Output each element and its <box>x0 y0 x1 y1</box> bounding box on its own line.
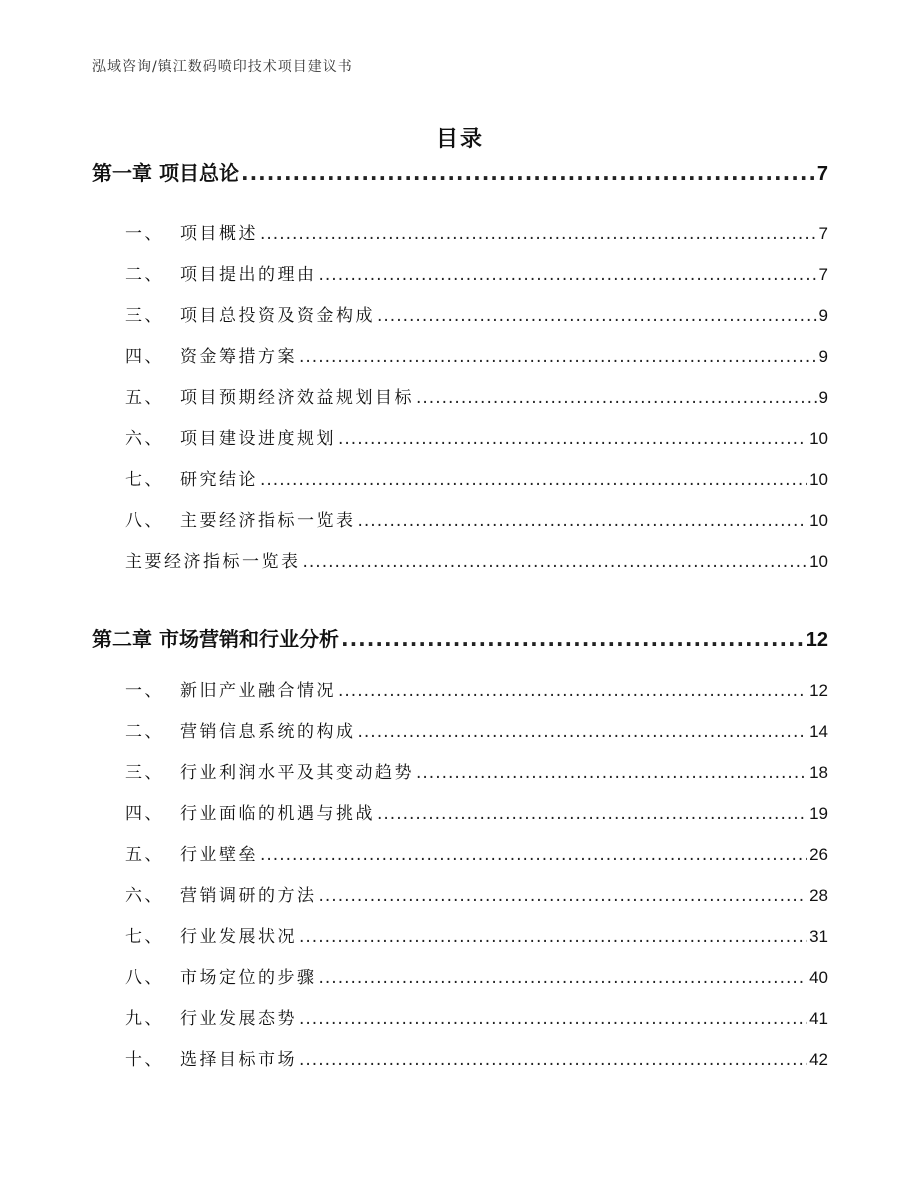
toc-section-entry[interactable] <box>125 799 828 824</box>
section-number: 十、 <box>125 1050 164 1070</box>
toc-section-entry[interactable] <box>125 758 828 783</box>
page-number: 9 <box>818 347 828 366</box>
dot-leader <box>358 722 808 742</box>
page-number: 41 <box>809 1009 828 1028</box>
section-title: 行业面临的机遇与挑战 <box>180 804 375 824</box>
section-title: 研究结论 <box>180 470 258 490</box>
section-title: 市场定位的步骤 <box>180 968 317 988</box>
dot-leader <box>303 552 808 572</box>
dot-leader <box>377 306 817 326</box>
section-number: 八、 <box>125 511 164 531</box>
section-title: 行业发展状况 <box>180 927 297 947</box>
section-title: 项目总投资及资金构成 <box>180 306 375 326</box>
section-title: 选择目标市场 <box>180 1050 297 1070</box>
dot-leader <box>299 347 817 367</box>
section-number: 二、 <box>125 722 164 742</box>
chapter-title: 第二章 市场营销和行业分析 <box>92 627 339 651</box>
page-number: 19 <box>809 804 828 823</box>
page-number: 9 <box>818 306 828 325</box>
dot-leader <box>338 429 807 449</box>
dot-leader <box>377 804 807 824</box>
section-title: 行业利润水平及其变动趋势 <box>180 763 414 783</box>
toc-section-entry[interactable] <box>125 301 828 326</box>
section-title: 行业发展态势 <box>180 1009 297 1029</box>
dot-leader <box>260 224 817 244</box>
section-title: 行业壁垒 <box>180 845 258 865</box>
page-number: 7 <box>818 265 828 284</box>
section-number: 七、 <box>125 927 164 947</box>
page-number: 10 <box>809 470 828 489</box>
section-title: 资金筹措方案 <box>180 347 297 367</box>
page-number: 40 <box>809 968 828 987</box>
toc-section-entry[interactable] <box>125 1004 828 1029</box>
page-number: 12 <box>805 629 828 651</box>
section-number: 二、 <box>125 265 164 285</box>
running-header: 泓域咨询/镇江数码喷印技术项目建议书 <box>92 59 353 75</box>
page-number: 18 <box>809 763 828 782</box>
section-number: 四、 <box>125 804 164 824</box>
section-number: 五、 <box>125 388 164 408</box>
page-number: 26 <box>809 845 828 864</box>
section-number: 三、 <box>125 763 164 783</box>
page-number: 10 <box>809 552 828 571</box>
toc-section-entry[interactable] <box>125 963 828 988</box>
section-title: 主要经济指标一览表 <box>125 552 301 572</box>
toc-chapter-entry[interactable] <box>92 623 828 652</box>
section-number: 五、 <box>125 845 164 865</box>
section-title: 项目建设进度规划 <box>180 429 336 449</box>
page-number: 7 <box>818 224 828 243</box>
section-title: 项目预期经济效益规划目标 <box>180 388 414 408</box>
section-title: 项目概述 <box>180 224 258 244</box>
dot-leader <box>299 927 807 947</box>
page-number: 28 <box>809 886 828 905</box>
toc-section-entry[interactable] <box>125 342 828 367</box>
section-number: 六、 <box>125 886 164 906</box>
section-number: 九、 <box>125 1009 164 1029</box>
dot-leader <box>341 627 804 651</box>
toc-section-entry[interactable] <box>125 840 828 865</box>
page-number: 12 <box>809 681 828 700</box>
dot-leader <box>319 968 808 988</box>
chapter-title: 第一章 项目总论 <box>92 161 239 185</box>
section-number: 四、 <box>125 347 164 367</box>
dot-leader <box>319 265 817 285</box>
dot-leader <box>299 1009 807 1029</box>
page-number: 14 <box>809 722 828 741</box>
dot-leader <box>358 511 808 531</box>
toc-title: 目录 <box>435 127 484 152</box>
dot-leader <box>416 388 817 408</box>
page-number: 9 <box>818 388 828 407</box>
dot-leader <box>260 845 807 865</box>
page-number: 10 <box>809 511 828 530</box>
section-title: 主要经济指标一览表 <box>180 511 356 531</box>
toc-section-entry[interactable] <box>125 465 828 490</box>
section-number: 一、 <box>125 224 164 244</box>
section-number: 六、 <box>125 429 164 449</box>
page-number: 42 <box>809 1050 828 1069</box>
section-title: 营销调研的方法 <box>180 886 317 906</box>
dot-leader <box>260 470 807 490</box>
section-title: 项目提出的理由 <box>180 265 317 285</box>
toc-section-entry[interactable] <box>125 922 828 947</box>
toc-section-entry[interactable] <box>125 383 828 408</box>
page-number: 10 <box>809 429 828 448</box>
section-number: 一、 <box>125 681 164 701</box>
page-number: 31 <box>809 927 828 946</box>
toc-section-entry[interactable] <box>125 547 828 572</box>
toc-chapter-entry[interactable] <box>92 157 828 186</box>
section-number: 三、 <box>125 306 164 326</box>
toc-section-entry[interactable] <box>125 676 828 701</box>
dot-leader <box>338 681 807 701</box>
section-number: 七、 <box>125 470 164 490</box>
toc-section-entry[interactable] <box>125 260 828 285</box>
dot-leader <box>241 161 815 185</box>
toc-section-entry[interactable] <box>125 1045 828 1070</box>
toc-section-entry[interactable] <box>125 506 828 531</box>
dot-leader <box>416 763 807 783</box>
toc-section-entry[interactable] <box>125 717 828 742</box>
section-number: 八、 <box>125 968 164 988</box>
toc-section-entry[interactable] <box>125 424 828 449</box>
dot-leader <box>299 1050 807 1070</box>
toc-section-entry[interactable] <box>125 881 828 906</box>
section-title: 新旧产业融合情况 <box>180 681 336 701</box>
page-number: 7 <box>816 163 828 185</box>
dot-leader <box>319 886 808 906</box>
toc-section-entry[interactable] <box>125 219 828 244</box>
section-title: 营销信息系统的构成 <box>180 722 356 742</box>
